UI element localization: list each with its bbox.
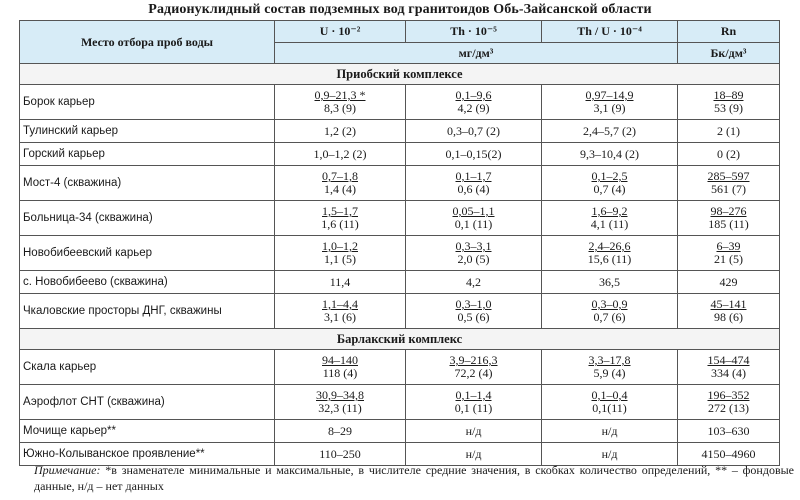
value: 429 <box>719 274 738 289</box>
value: 103–630 <box>707 423 750 438</box>
value: 334 (4) <box>711 366 746 380</box>
table-row <box>20 120 780 143</box>
header-unit-activity: Бк/дм³ <box>678 43 780 64</box>
value: 110–250 <box>319 446 361 461</box>
value: 4,1 (11) <box>590 217 629 231</box>
value: 4,2 (9) <box>457 101 490 115</box>
value: 1,1 (5) <box>324 252 356 266</box>
value: 1,2 (2) <box>324 123 356 138</box>
u-cell <box>275 350 406 385</box>
value: 1,0–1,2 (2) <box>313 146 367 161</box>
value: 32,3 (11) <box>318 401 362 415</box>
value: 4,2 <box>466 274 481 289</box>
value: 72,2 (4) <box>454 366 493 380</box>
value: н/д <box>465 423 482 438</box>
value: 1,6 (11) <box>321 217 359 231</box>
range-value: 3,9–216,3 <box>449 353 498 367</box>
value: 36,5 <box>599 274 620 289</box>
thu-cell <box>542 120 678 143</box>
value: 561 (7) <box>711 182 746 196</box>
header-unit-mass: мг/дм³ <box>275 43 678 64</box>
value: н/д <box>465 446 482 461</box>
value: 0,1 (11) <box>454 217 493 231</box>
th-cell <box>406 143 542 166</box>
value: н/д <box>601 423 618 438</box>
table-row <box>20 201 780 236</box>
value: 0,1(11) <box>592 401 627 415</box>
value: 0,1–0,15(2) <box>445 146 502 161</box>
footnote-text: *в знаменателе минимальные и максимальные, в числителе средние значения, в скобках количество определений, ** – фондовые данные, н/д – нет данных <box>34 463 794 493</box>
value: 2,4–5,7 (2) <box>583 123 636 138</box>
range-value: 94–140 <box>322 353 358 367</box>
range-value: 154–474 <box>707 353 750 367</box>
value: 98 (6) <box>714 310 743 324</box>
location-cell: Мост-4 (скважина) <box>20 166 275 201</box>
range-value: 0,3–1,0 <box>455 297 492 311</box>
thu-cell <box>542 143 678 166</box>
u-cell <box>275 236 406 271</box>
rn-cell <box>678 166 780 201</box>
value: 2,0 (5) <box>457 252 490 266</box>
th-cell <box>406 85 542 120</box>
thu-cell <box>542 350 678 385</box>
th-cell <box>406 420 542 443</box>
thu-cell <box>542 85 678 120</box>
location-cell: Аэрофлот СНТ (скважина) <box>20 385 275 420</box>
header-place: Место отбора проб воды <box>20 21 275 64</box>
th-cell <box>406 350 542 385</box>
value: 0,1 (11) <box>454 401 493 415</box>
table-row <box>20 294 780 329</box>
thu-cell <box>542 166 678 201</box>
footnote-label: Примечание: <box>34 463 101 477</box>
value: 53 (9) <box>714 101 743 115</box>
table-row <box>20 166 780 201</box>
thu-cell <box>542 294 678 329</box>
rn-cell <box>678 271 780 294</box>
u-cell <box>275 201 406 236</box>
value: 3,1 (9) <box>593 101 626 115</box>
value: 4150–4960 <box>701 446 756 461</box>
value: 185 (11) <box>708 217 749 231</box>
section-title: Приобский комплексе <box>20 64 780 85</box>
value: н/д <box>601 446 618 461</box>
location-cell: Чкаловские просторы ДНГ, скважины <box>20 294 275 329</box>
rn-cell <box>678 350 780 385</box>
th-cell <box>406 120 542 143</box>
range-value: 285–597 <box>707 169 750 183</box>
value: 2 (1) <box>717 123 740 138</box>
th-cell <box>406 294 542 329</box>
u-cell <box>275 271 406 294</box>
section-title: Барлакский комплекс <box>20 329 780 350</box>
value: 272 (13) <box>708 401 749 415</box>
location-cell: Новобибеевский карьер <box>20 236 275 271</box>
rn-cell <box>678 201 780 236</box>
range-value: 1,5–1,7 <box>322 204 358 218</box>
table-row <box>20 385 780 420</box>
th-cell <box>406 271 542 294</box>
section-row <box>20 64 780 85</box>
rn-cell <box>678 420 780 443</box>
value: 21 (5) <box>714 252 743 266</box>
rn-cell <box>678 385 780 420</box>
value: 0,5 (6) <box>457 310 490 324</box>
u-cell <box>275 143 406 166</box>
table-row <box>20 350 780 385</box>
footnote <box>34 462 794 494</box>
range-value: 0,97–14,9 <box>585 88 634 102</box>
range-value: 6–39 <box>716 239 741 253</box>
range-value: 0,1–9,6 <box>455 88 492 102</box>
range-value: 0,9–21,3 * <box>314 88 366 102</box>
radionuclide-table <box>19 20 780 466</box>
table-row <box>20 143 780 166</box>
range-value: 18–89 <box>713 88 744 102</box>
location-cell: Южно-Колыванское проявление** <box>20 443 275 466</box>
u-cell <box>275 294 406 329</box>
range-value: 2,4–26,6 <box>588 239 631 253</box>
range-value: 196–352 <box>707 388 750 402</box>
thu-cell <box>542 236 678 271</box>
thu-cell <box>542 385 678 420</box>
table-title: Радионуклидный состав подземных вод гранитоидов Обь-Зайсанской области <box>148 2 652 17</box>
range-value: 0,7–1,8 <box>322 169 358 183</box>
th-cell <box>406 385 542 420</box>
range-value: 1,6–9,2 <box>591 204 628 218</box>
header-rn: Rn <box>678 21 780 43</box>
u-cell <box>275 385 406 420</box>
header-thu: Th / U · 10⁻⁴ <box>542 21 678 43</box>
rn-cell <box>678 85 780 120</box>
u-cell <box>275 120 406 143</box>
location-cell: Скала карьер <box>20 350 275 385</box>
range-value: 0,1–1,7 <box>455 169 492 183</box>
value: 0,6 (4) <box>457 182 490 196</box>
value: 8,3 (9) <box>324 101 356 115</box>
location-cell: Мочище карьер** <box>20 420 275 443</box>
value: 3,1 (6) <box>324 310 356 324</box>
range-value: 0,3–3,1 <box>455 239 492 253</box>
value: 5,9 (4) <box>593 366 626 380</box>
table-row <box>20 271 780 294</box>
location-cell: Борок карьер <box>20 85 275 120</box>
table-row <box>20 420 780 443</box>
location-cell: Горский карьер <box>20 143 275 166</box>
value: 8–29 <box>328 423 352 438</box>
thu-cell <box>542 201 678 236</box>
location-cell: с. Новобибеево (скважина) <box>20 271 275 294</box>
thu-cell <box>542 420 678 443</box>
value: 9,3–10,4 (2) <box>580 146 639 161</box>
rn-cell <box>678 120 780 143</box>
value: 118 (4) <box>322 366 358 380</box>
th-cell <box>406 201 542 236</box>
table-row <box>20 236 780 271</box>
value: 0,7 (6) <box>593 310 626 324</box>
location-cell: Больница-34 (скважина) <box>20 201 275 236</box>
value: 15,6 (11) <box>587 252 632 266</box>
range-value: 1,0–1,2 <box>322 239 358 253</box>
th-cell <box>406 166 542 201</box>
u-cell <box>275 166 406 201</box>
rn-cell <box>678 143 780 166</box>
section-row <box>20 329 780 350</box>
rn-cell <box>678 236 780 271</box>
u-cell <box>275 85 406 120</box>
header-u: U · 10⁻² <box>275 21 406 43</box>
range-value: 0,1–1,4 <box>455 388 492 402</box>
range-value: 0,05–1,1 <box>452 204 495 218</box>
value: 0 (2) <box>717 146 740 161</box>
value: 0,3–0,7 (2) <box>447 123 500 138</box>
range-value: 0,1–2,5 <box>591 169 628 183</box>
range-value: 30,9–34,8 <box>316 388 364 402</box>
range-value: 98–276 <box>710 204 747 218</box>
header-th: Th · 10⁻⁵ <box>406 21 542 43</box>
range-value: 3,3–17,8 <box>588 353 631 367</box>
table-row <box>20 85 780 120</box>
u-cell <box>275 420 406 443</box>
range-value: 0,3–0,9 <box>591 297 628 311</box>
range-value: 0,1–0,4 <box>591 388 628 402</box>
value: 1,4 (4) <box>324 182 356 196</box>
value: 0,7 (4) <box>593 182 626 196</box>
location-cell: Тулинский карьер <box>20 120 275 143</box>
range-value: 45–141 <box>710 297 747 311</box>
th-cell <box>406 236 542 271</box>
range-value: 1,1–4,4 <box>322 297 358 311</box>
rn-cell <box>678 294 780 329</box>
thu-cell <box>542 271 678 294</box>
value: 11,4 <box>329 274 351 289</box>
